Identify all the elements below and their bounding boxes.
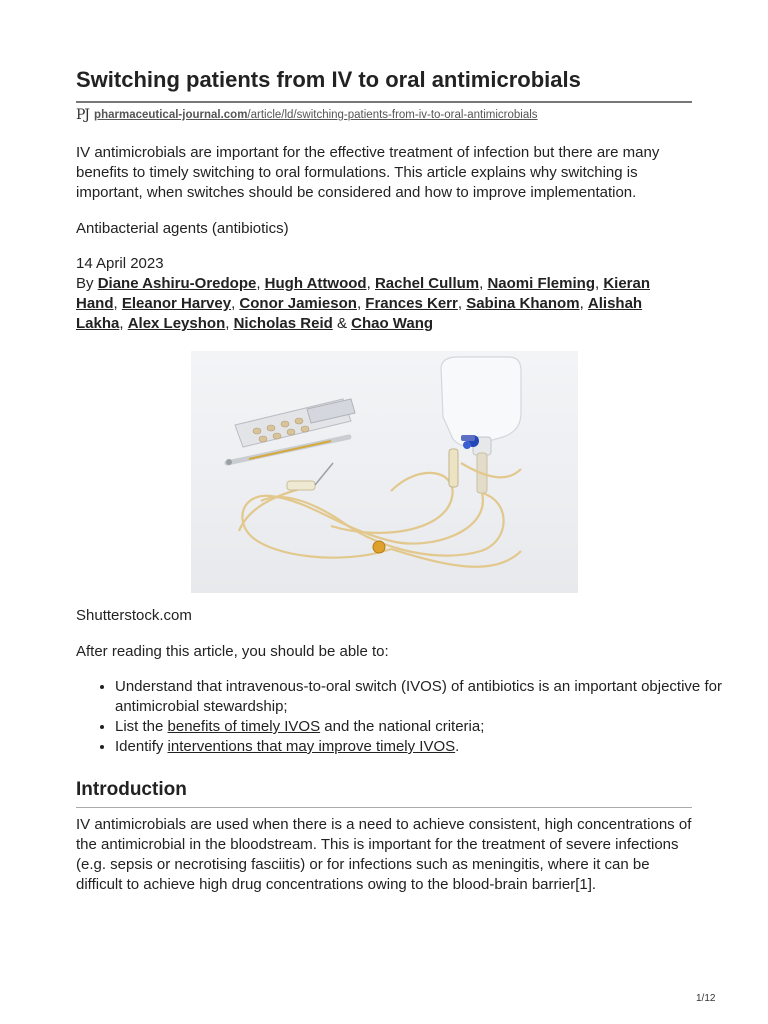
objective-suffix: and the national criteria; — [320, 718, 485, 735]
author-link[interactable]: Rachel Cullum — [374, 275, 480, 292]
learning-objectives-list — [76, 677, 731, 757]
author-link[interactable]: Sabina Khanom — [466, 295, 580, 312]
benefits-link[interactable]: benefits of timely IVOS — [167, 718, 321, 735]
byline-prefix: By — [76, 275, 94, 292]
image-credit: Shutterstock.com — [76, 607, 192, 624]
section-divider — [76, 807, 692, 808]
roller-clamp-icon — [287, 449, 458, 553]
author-link[interactable]: Naomi Fleming — [487, 275, 595, 292]
pharmaceutical-journal-logo-icon: PJ — [76, 107, 90, 123]
article-summary: IV antimicrobials are important for the effective treatment of infection but there are many benefits to timely switching to oral formulations. This article explains why switching is important, when switches should be considered and how to improve implementation. — [76, 144, 660, 201]
objective-prefix: Identify — [115, 738, 168, 755]
page-title: Switching patients from IV to oral antimicrobials — [76, 67, 581, 92]
author-link[interactable]: Chao Wang — [351, 315, 434, 332]
author-link[interactable]: Diane Ashiru-Oredope — [97, 275, 257, 292]
list-item — [115, 737, 731, 757]
interventions-link[interactable]: interventions that may improve timely IVOS — [167, 738, 456, 755]
author-link[interactable]: Kieran Hand — [76, 275, 651, 312]
objective-text: Understand that intravenous-to-oral switch (IVOS) of antibiotics is an important objective for antimicrobial stewardship; — [115, 678, 722, 715]
author-link[interactable]: Nicholas Reid — [233, 315, 333, 332]
introduction-paragraph: IV antimicrobials are used when there is a need to achieve consistent, high concentrations of the antimicrobial in the bloodstream. This is important for the treatment of severe infections (e.g. sepsis or necrotising fasciitis) or for infections such as meningitis, where it can be difficult to achieve high drug concentrations owing to the blood-brain barrier[1]. — [76, 816, 692, 893]
source-domain: pharmaceutical-journal.com — [94, 109, 248, 121]
publication-date: 14 April 2023 — [76, 255, 164, 272]
author-link[interactable]: Frances Kerr — [365, 295, 458, 312]
source-line — [76, 106, 538, 124]
source-path: /article/ld/switching-patients-from-iv-to-oral-antimicrobials — [247, 109, 538, 121]
author-byline: By Diane Ashiru-Oredope, Hugh Attwood, Rachel Cullum, Naomi Fleming, Kieran Hand, Eleanor Harvey, Conor Jamieson, Frances Kerr, Sabina Khanom, Alishah Lakha, Alex Leyshon, Nicholas Reid & Chao Wang — [76, 275, 651, 332]
title-divider — [76, 101, 692, 103]
list-item — [115, 677, 731, 717]
author-link[interactable]: Hugh Attwood — [264, 275, 367, 292]
objectives-intro: After reading this article, you should be able to: — [76, 643, 389, 660]
article-category: Antibacterial agents (antibiotics) — [76, 220, 289, 237]
objective-prefix: List the — [115, 718, 168, 735]
section-heading-introduction: Introduction — [76, 779, 187, 800]
author-link[interactable]: Alishah Lakha — [76, 295, 643, 332]
objective-suffix: . — [455, 738, 460, 755]
page-number: 1/12 — [696, 993, 716, 1004]
article-image — [191, 351, 578, 593]
source-link[interactable] — [94, 109, 538, 121]
author-link[interactable]: Conor Jamieson — [239, 295, 357, 312]
list-item — [115, 717, 731, 737]
author-link[interactable]: Alex Leyshon — [127, 315, 226, 332]
author-link[interactable]: Eleanor Harvey — [121, 295, 232, 312]
